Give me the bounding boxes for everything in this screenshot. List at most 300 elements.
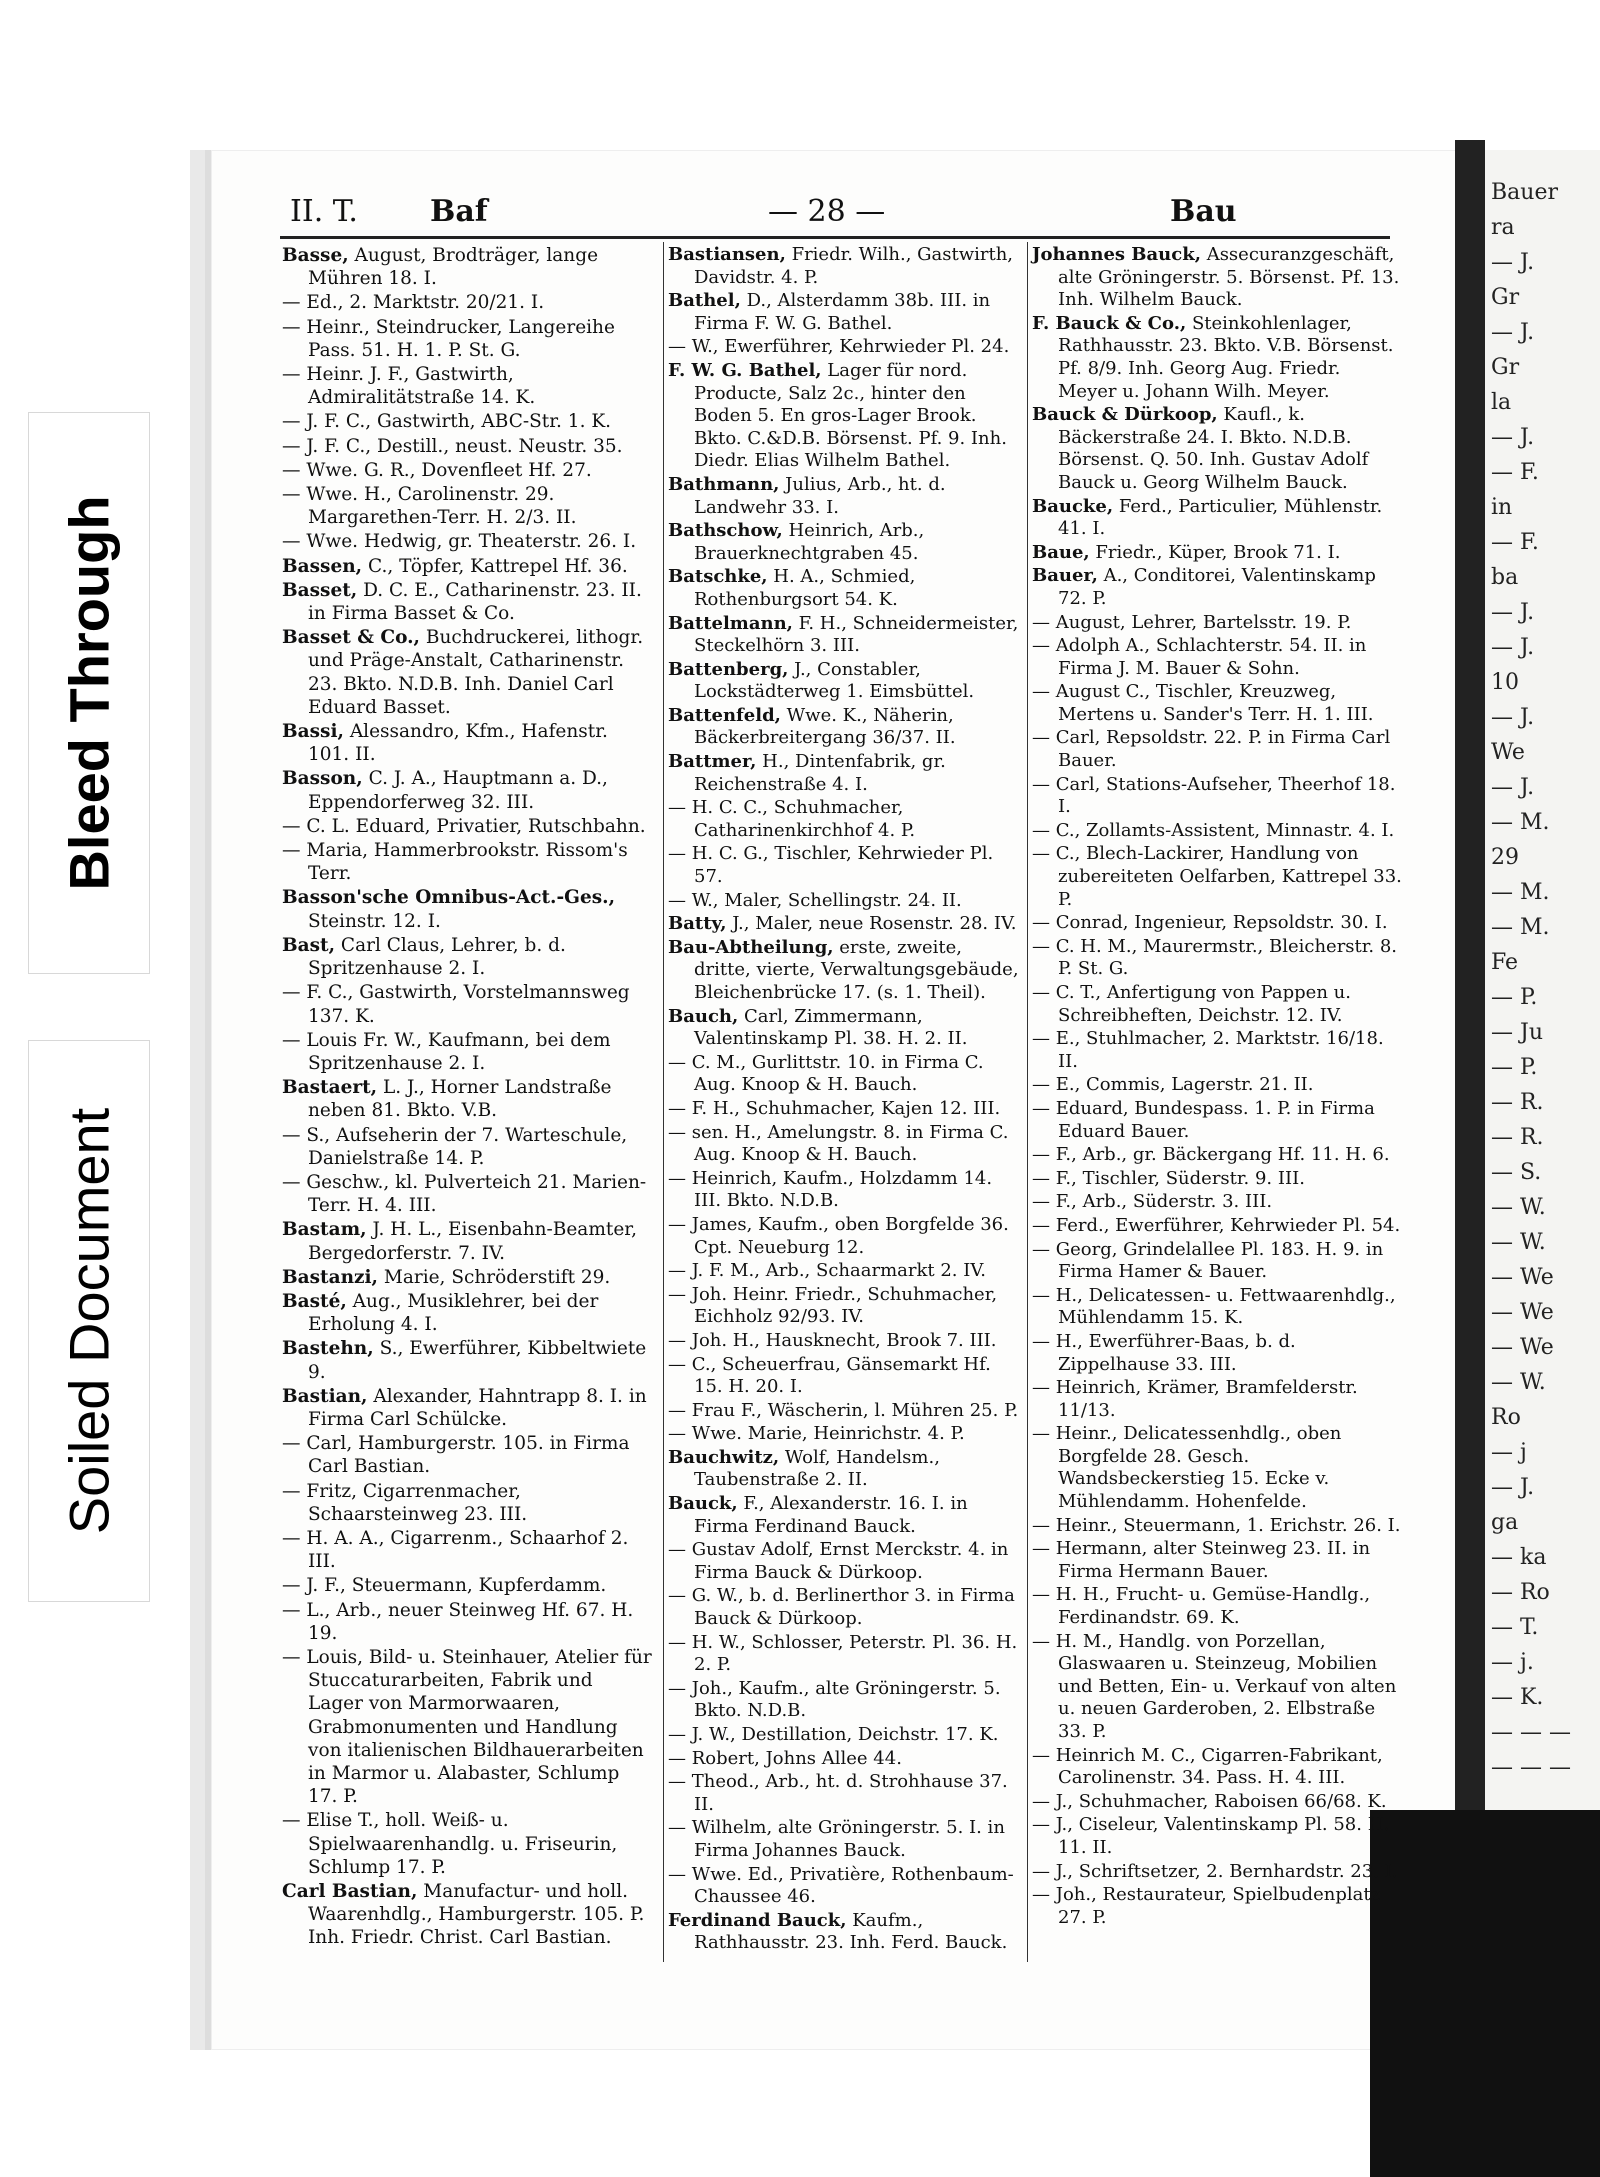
- entry-text: — Louis, Bild- u. Steinhauer, Atelier für Stuccaturarbeiten, Fabrik und Lager von Marmorwaaren, Grabmonumenten und Handlung von italienischen Bildhauerarbeiten in Marmor u. Alabaster, Schlump 17. P.: [282, 1646, 652, 1808]
- entry-text: Friedr. Wilh., Gastwirth, Davidstr. 4. P.: [694, 244, 1014, 288]
- directory-entry: [1032, 1074, 1404, 1097]
- entry-name: Carl Bastian,: [282, 1881, 418, 1903]
- entry-text: Wolf, Handelsm., Taubenstraße 2. II.: [694, 1446, 940, 1491]
- directory-entry: [1032, 1631, 1404, 1744]
- directory-entry: [1032, 1191, 1404, 1214]
- directory-entry: [1032, 1098, 1404, 1143]
- right-keyword: Bau: [1170, 194, 1237, 229]
- entry-text: — H. H., Frucht- u. Gemüse-Handlg., Ferdinandstr. 69. K.: [1032, 1584, 1371, 1629]
- bleed-through-label: [28, 412, 150, 974]
- entry-name: F. Bauck & Co.,: [1032, 312, 1187, 334]
- adjacent-page-fragment: — T.: [1491, 1615, 1539, 1640]
- directory-entry: [282, 316, 652, 362]
- directory-entry: [1032, 565, 1404, 610]
- entry-name: Bastam,: [282, 1219, 367, 1241]
- directory-entry: [282, 1290, 652, 1336]
- adjacent-page-fragment: — K.: [1491, 1685, 1544, 1710]
- directory-entry: [1032, 496, 1404, 541]
- entry-text: — F., Tischler, Süderstr. 9. III.: [1032, 1167, 1305, 1189]
- entry-text: Alexander, Hahntrapp 8. I. in Firma Carl Schülcke.: [308, 1385, 647, 1430]
- directory-entry: [668, 1260, 1022, 1283]
- directory-entry: [668, 1724, 1022, 1747]
- bleed-through-text: Bleed Through: [57, 495, 121, 891]
- adjacent-page-fragment: — J.: [1491, 705, 1535, 730]
- directory-entry: [668, 1585, 1022, 1630]
- column-divider-1: [663, 242, 664, 1962]
- directory-entry: [1032, 313, 1404, 403]
- directory-entry: [668, 1493, 1022, 1538]
- entry-text: — H. A. A., Cigarrenm., Schaarhof 2. III.: [282, 1527, 629, 1573]
- directory-entry: [668, 1354, 1022, 1399]
- entry-text: — C. T., Anfertigung von Pappen u. Schreibheften, Deichstr. 12. IV.: [1032, 982, 1351, 1026]
- directory-entry: [282, 1880, 652, 1950]
- adjacent-page: [1485, 150, 1600, 2050]
- directory-entry: [668, 1168, 1022, 1213]
- directory-entry: [1032, 404, 1404, 494]
- entry-text: C., Töpfer, Kattrepel Hf. 36.: [362, 555, 628, 577]
- entry-text: — Louis Fr. W., Kaufmann, bei dem Spritzenhause 2. I.: [282, 1029, 611, 1074]
- directory-entry: [282, 1124, 652, 1170]
- directory-entry: [1032, 1791, 1404, 1814]
- entry-text: — J. F., Steuermann, Kupferdamm.: [282, 1575, 607, 1597]
- directory-entry: [282, 720, 652, 766]
- entry-text: Wwe. K., Näherin, Bäckerbreitergang 36/37. II.: [694, 704, 956, 749]
- entry-text: — Joh., Kaufm., alte Gröningerstr. 5. Bkto. N.D.B.: [668, 1677, 1001, 1722]
- entry-name: Batschke,: [668, 566, 768, 588]
- entry-text: — Geschw., kl. Pulverteich 21. Marien-Terr. H. 4. III.: [282, 1171, 647, 1217]
- directory-entry: [1032, 1584, 1404, 1629]
- entry-name: Bastiansen,: [668, 244, 786, 265]
- entry-name: Baucke,: [1032, 495, 1114, 517]
- directory-entry: [668, 1910, 1022, 1955]
- entry-name: Battenberg,: [668, 658, 789, 680]
- directory-entry: [282, 626, 652, 719]
- entry-text: Heinrich, Arb., Brauerknechtgraben 45.: [694, 520, 925, 564]
- entry-text: — Theod., Arb., ht. d. Strohhause 37. II.: [668, 1771, 1008, 1815]
- adjacent-page-fragment: — R.: [1491, 1125, 1544, 1150]
- adjacent-page-fragment: — J.: [1491, 635, 1535, 660]
- entry-text: — Carl, Stations-Aufseher, Theerhof 18. I.: [1032, 773, 1396, 818]
- directory-entry: [668, 797, 1022, 842]
- directory-entry: [668, 1122, 1022, 1167]
- entry-text: — J. W., Destillation, Deichstr. 17. K.: [668, 1724, 999, 1745]
- entry-text: — Conrad, Ingenieur, Repsoldstr. 30. I.: [1032, 912, 1388, 934]
- directory-entry: [282, 1266, 652, 1289]
- entry-text: — C. M., Gurlittstr. 10. in Firma C. Aug. Knoop & H. Bauch.: [668, 1051, 984, 1096]
- directory-entry: [282, 244, 652, 290]
- entry-text: — H. C. G., Tischler, Kehrwieder Pl. 57.: [668, 843, 994, 888]
- entry-text: Steinstr. 12. I.: [308, 910, 441, 932]
- entry-name: Battmer,: [668, 751, 757, 773]
- directory-entry: [668, 843, 1022, 888]
- directory-entry: [1032, 1377, 1404, 1422]
- entry-name: Bathschow,: [668, 520, 783, 542]
- directory-entry: [282, 767, 652, 813]
- entry-text: — J., Schriftsetzer, 2. Bernhardstr. 23. I.: [1032, 1860, 1398, 1882]
- entry-text: — Joh. Heinr. Friedr., Schuhmacher, Eichholz 92/93. IV.: [668, 1283, 998, 1328]
- directory-entry: [668, 890, 1022, 913]
- entry-text: S., Ewerführer, Kibbeltwiete 9.: [308, 1338, 647, 1383]
- directory-entry: [668, 1284, 1022, 1329]
- adjacent-page-fragment: — M.: [1491, 810, 1550, 835]
- adjacent-page-fragment: — ka: [1491, 1545, 1547, 1570]
- soiled-document-text: Soiled Document: [57, 1107, 121, 1535]
- entry-text: — James, Kaufm., oben Borgfelde 36. Cpt. Neueburg 12.: [668, 1213, 1009, 1258]
- column-divider-2: [1027, 242, 1028, 1962]
- entry-text: Aug., Musiklehrer, bei der Erholung 4. I.: [308, 1290, 599, 1336]
- adjacent-page-fragment: — W.: [1491, 1370, 1546, 1395]
- entry-text: Alessandro, Kfm., Hafenstr. 101. II.: [308, 721, 608, 766]
- directory-entry: [668, 1817, 1022, 1862]
- directory-entry: [282, 934, 652, 980]
- entry-name: Bauchwitz,: [668, 1446, 780, 1468]
- directory-entry: [1032, 1884, 1404, 1929]
- adjacent-page-fragment: ba: [1491, 565, 1519, 590]
- directory-entry: [1032, 1861, 1404, 1884]
- directory-entry: [282, 981, 652, 1027]
- entry-text: — Wwe. Ed., Privatière, Rothenbaum-Chaussee 46.: [668, 1863, 1014, 1908]
- entry-text: Friedr., Küper, Brook 71. I.: [1089, 541, 1341, 563]
- directory-entry: [282, 410, 652, 433]
- directory-entry: [668, 520, 1022, 565]
- header-rule: [280, 236, 1390, 239]
- book-gutter: [1455, 140, 1485, 2060]
- entry-text: — Elise T., holl. Weiß- u. Spielwaarenhandlg. u. Friseurin, Schlump 17. P.: [282, 1810, 618, 1878]
- entry-text: — Heinrich, Kaufm., Holzdamm 14. III. Bkto. N.D.B.: [668, 1167, 993, 1212]
- adjacent-page-fragment: — We: [1491, 1300, 1554, 1325]
- directory-entry: [668, 659, 1022, 704]
- entry-text: — J., Ciseleur, Valentinskamp Pl. 58. H. 11. II.: [1032, 1814, 1390, 1858]
- entry-name: Basson'sche Omnibus-Act.-Ges.,: [282, 887, 616, 909]
- entry-name: Basse,: [282, 245, 349, 266]
- left-keyword: Baf: [430, 194, 488, 229]
- directory-entry: [282, 555, 652, 578]
- entry-name: Bau-Abtheilung,: [668, 936, 834, 958]
- entry-name: Battelmann,: [668, 612, 793, 634]
- entry-text: — J. F. C., Gastwirth, ABC-Str. 1. K.: [282, 411, 612, 433]
- section-label: II. T.: [290, 194, 358, 229]
- entry-text: C. J. A., Hauptmann a. D., Eppendorferweg 32. III.: [308, 768, 608, 813]
- directory-entry: [668, 244, 1022, 289]
- directory-entry: [668, 1330, 1022, 1353]
- adjacent-page-fragment: — Ju: [1491, 1020, 1543, 1045]
- directory-entry: [282, 1337, 652, 1383]
- directory-entry: [1032, 1423, 1404, 1513]
- soiled-document-label: [28, 1040, 150, 1602]
- adjacent-page-fragment: — We: [1491, 1265, 1554, 1290]
- entry-text: — Joh. H., Hausknecht, Brook 7. III.: [668, 1329, 997, 1351]
- directory-entry: [282, 1432, 652, 1478]
- entry-text: — C., Scheuerfrau, Gänsemarkt Hf. 15. H. 20. I.: [668, 1353, 991, 1398]
- directory-entry: [668, 1423, 1022, 1446]
- entry-text: — F., Arb., Süderstr. 3. III.: [1032, 1191, 1273, 1213]
- entry-text: Assecuranzgeschäft, alte Gröningerstr. 5. Börsenst. Pf. 13. Inh. Wilhelm Bauck.: [1058, 244, 1400, 311]
- entry-text: — W., Ewerführer, Kehrwieder Pl. 24.: [668, 336, 1010, 358]
- directory-entry: [282, 1599, 652, 1645]
- adjacent-page-fragment: — J.: [1491, 425, 1535, 450]
- entry-text: — Gustav Adolf, Ernst Merckstr. 4. in Firma Bauck & Dürkoop.: [668, 1539, 1009, 1583]
- entry-text: — F. H., Schuhmacher, Kajen 12. III.: [668, 1097, 1001, 1119]
- directory-entry: [1032, 1285, 1404, 1330]
- adjacent-page-fragment: Gr: [1491, 285, 1520, 310]
- directory-entry: [1032, 612, 1404, 635]
- entry-text: — August C., Tischler, Kreuzweg, Mertens u. Sander's Terr. H. 1. III.: [1032, 681, 1374, 725]
- directory-entry: [1032, 1028, 1404, 1073]
- adjacent-page-fragment: — W.: [1491, 1230, 1546, 1255]
- directory-entry: [668, 1748, 1022, 1771]
- directory-entry: [282, 1171, 652, 1217]
- entry-text: L. J., Horner Landstraße neben 81. Bkto. V.B.: [308, 1077, 612, 1122]
- entry-text: — F. C., Gastwirth, Vorstelmannsweg 137. K.: [282, 982, 630, 1027]
- entry-text: Marie, Schröderstift 29.: [378, 1266, 611, 1288]
- entry-text: Carl, Zimmermann, Valentinskamp Pl. 38. H. 2. II.: [694, 1005, 968, 1050]
- directory-entry: [1032, 843, 1404, 911]
- directory-entry: [282, 1076, 652, 1122]
- directory-entry: [668, 1447, 1022, 1492]
- directory-entry: [1032, 1215, 1404, 1238]
- entry-name: Batty,: [668, 913, 727, 935]
- entry-text: — C. H. M., Maurermstr., Bleicherstr. 8. P. St. G.: [1032, 935, 1398, 980]
- entry-name: Basset,: [282, 579, 358, 601]
- directory-entry: [1032, 912, 1404, 935]
- directory-entry: [282, 483, 652, 529]
- entry-text: Buchdruckerei, lithogr. und Präge-Anstalt, Catharinenstr. 23. Bkto. N.D.B. Inh. Daniel Carl Eduard Basset.: [308, 627, 644, 718]
- entry-text: — Carl, Repsoldstr. 22. P. in Firma Carl Bauer.: [1032, 727, 1391, 772]
- directory-entry: [668, 1052, 1022, 1097]
- entry-text: — E., Stuhlmacher, 2. Marktstr. 16/18. II.: [1032, 1028, 1384, 1072]
- directory-entry: [1032, 1814, 1404, 1859]
- directory-entry: [668, 1864, 1022, 1909]
- adjacent-page-fragment: — R.: [1491, 1090, 1544, 1115]
- entry-name: F. W. G. Bathel,: [668, 359, 822, 381]
- entry-text: — sen. H., Amelungstr. 8. in Firma C. Aug. Knoop & H. Bauch.: [668, 1121, 1009, 1166]
- adjacent-page-fragment: Bauer: [1491, 180, 1558, 205]
- entry-text: Kaufl., k. Bäckerstraße 24. I. Bkto. N.D.B. Börsenst. Q. 50. Inh. Gustav Adolf Bauck u. Georg Wilhelm Bauck.: [1058, 404, 1369, 493]
- entry-text: Carl Claus, Lehrer, b. d. Spritzenhause 2. I.: [308, 934, 566, 980]
- entry-text: — Joh., Restaurateur, Spielbudenplatz 27. P.: [1032, 1884, 1381, 1928]
- directory-entry: [282, 839, 652, 885]
- entry-text: F., Alexanderstr. 16. I. in Firma Ferdinand Bauck.: [694, 1493, 968, 1537]
- directory-entry: [668, 336, 1022, 359]
- entry-name: Bauck & Dürkoop,: [1032, 404, 1218, 426]
- entry-name: Bastanzi,: [282, 1266, 378, 1288]
- entry-text: — H., Ewerführer-Baas, b. d. Zippelhause 33. III.: [1032, 1330, 1296, 1375]
- directory-entry: [282, 579, 652, 625]
- directory-entry: [1032, 1538, 1404, 1583]
- entry-text: — Wwe. G. R., Dovenfleet Hf. 27.: [282, 459, 592, 481]
- directory-entry: [282, 1218, 652, 1264]
- directory-entry: [282, 363, 652, 409]
- entry-text: D., Alsterdamm 38b. III. in Firma F. W. G. Bathel.: [694, 290, 991, 334]
- adjacent-page-fragment: — F.: [1491, 530, 1539, 555]
- directory-entry: [282, 815, 652, 838]
- entry-text: — J. F. C., Destill., neust. Neustr. 35.: [282, 435, 623, 457]
- entry-text: — Eduard, Bundespass. 1. P. in Firma Eduard Bauer.: [1032, 1097, 1375, 1142]
- directory-entry: [282, 1385, 652, 1431]
- directory-entry: [1032, 820, 1404, 843]
- column-2: [668, 244, 1022, 1956]
- entry-text: — Wwe. Hedwig, gr. Theaterstr. 26. I.: [282, 531, 637, 553]
- entry-text: — H. C. C., Schuhmacher, Catharinenkirchhof 4. P.: [668, 797, 916, 841]
- directory-entry: [282, 1527, 652, 1573]
- entry-text: — Ed., 2. Marktstr. 20/21. I.: [282, 292, 545, 314]
- entry-text: — Carl, Hamburgerstr. 105. in Firma Carl Bastian.: [282, 1433, 630, 1478]
- adjacent-page-fragment: — J.: [1491, 1475, 1535, 1500]
- directory-entry: [668, 613, 1022, 658]
- entry-text: A., Conditorei, Valentinskamp 72. P.: [1058, 565, 1376, 609]
- entry-name: Bastehn,: [282, 1338, 374, 1360]
- entry-text: — Heinr., Steindrucker, Langereihe Pass. 51. H. 1. P. St. G.: [282, 316, 615, 361]
- entry-text: — Hermann, alter Steinweg 23. II. in Firma Hermann Bauer.: [1032, 1538, 1371, 1582]
- entry-name: Johannes Bauck,: [1032, 244, 1201, 265]
- directory-entry: [668, 1632, 1022, 1677]
- directory-entry: [282, 435, 652, 458]
- directory-entry: [668, 1539, 1022, 1584]
- adjacent-page-fragment: — Ro: [1491, 1580, 1550, 1605]
- column-1: [282, 244, 652, 1951]
- entry-text: — H., Delicatessen- u. Fettwaarenhdlg., Mühlendamm 15. K.: [1032, 1284, 1396, 1329]
- adjacent-page-fragment: — M.: [1491, 880, 1550, 905]
- directory-entry: [282, 886, 652, 932]
- directory-entry: [668, 1771, 1022, 1816]
- entry-text: J., Maler, neue Rosenstr. 28. IV.: [726, 913, 1017, 935]
- directory-entry: [1032, 936, 1404, 981]
- entry-text: J., Constabler, Lockstädterweg 1. Eimsbüttel.: [694, 658, 975, 703]
- entry-text: — Frau F., Wäscherin, l. Mühren 25. P.: [668, 1399, 1019, 1421]
- directory-entry: [1032, 982, 1404, 1027]
- entry-text: erste, zweite, dritte, vierte, Verwaltungsgebäude, Bleichenbrücke 17. (s. 1. Theil).: [694, 936, 1019, 1003]
- page-number: — 28 —: [768, 194, 886, 229]
- directory-entry: [668, 360, 1022, 473]
- entry-text: Kaufm., Rathhausstr. 23. Inh. Ferd. Bauck.: [694, 1909, 1008, 1954]
- entry-text: J. H. L., Eisenbahn-Beamter, Bergedorferstr. 7. IV.: [308, 1219, 637, 1264]
- directory-entry: [1032, 1331, 1404, 1376]
- adjacent-page-fragment: — J.: [1491, 775, 1535, 800]
- entry-name: Basson,: [282, 768, 363, 790]
- adjacent-page-fragment: We: [1491, 740, 1525, 765]
- entry-text: Manufactur- und holl. Waarenhdlg., Hamburgerstr. 105. P. Inh. Friedr. Christ. Carl Bastian.: [308, 1881, 645, 1949]
- directory-entry: [282, 1574, 652, 1597]
- entry-text: — Georg, Grindelallee Pl. 183. H. 9. in Firma Hamer & Bauer.: [1032, 1238, 1384, 1283]
- directory-entry: [1032, 727, 1404, 772]
- entry-name: Bathel,: [668, 290, 741, 312]
- adjacent-page-fragment: — J.: [1491, 320, 1535, 345]
- entry-text: — E., Commis, Lagerstr. 21. II.: [1032, 1074, 1314, 1096]
- entry-text: August, Brodträger, lange Mühren 18. I.: [308, 245, 599, 290]
- directory-entry: [668, 566, 1022, 611]
- adjacent-page-fragment: — S.: [1491, 1160, 1542, 1185]
- entry-name: Bassi,: [282, 721, 344, 743]
- adjacent-page-fragment: Fe: [1491, 950, 1519, 975]
- adjacent-page-fragment: — J.: [1491, 250, 1535, 275]
- entry-text: D. C. E., Catharinenstr. 23. II. in Firma Basset & Co.: [308, 579, 642, 625]
- entry-name: Bastian,: [282, 1385, 368, 1407]
- directory-entry: [668, 1098, 1022, 1121]
- adjacent-page-fragment: ga: [1491, 1510, 1519, 1535]
- adjacent-page-fragment: — j.: [1491, 1650, 1534, 1675]
- entry-name: Battenfeld,: [668, 704, 781, 726]
- entry-text: — W., Maler, Schellingstr. 24. II.: [668, 889, 962, 911]
- entry-text: — H. M., Handlg. von Porzellan, Glaswaaren u. Steinzeug, Mobilien und Betten, Ein- u. Verkauf von alten u. neuen Garderoben, 2. Elbstraße 33. P.: [1032, 1630, 1397, 1742]
- directory-entry: [1032, 1745, 1404, 1790]
- directory-entry: [668, 937, 1022, 1005]
- directory-entry: [1032, 1515, 1404, 1538]
- adjacent-page-fragment: — J.: [1491, 600, 1535, 625]
- adjacent-page-fragment: ra: [1491, 215, 1515, 240]
- entry-text: — Fritz, Cigarrenmacher, Schaarsteinweg 23. III.: [282, 1480, 528, 1525]
- directory-entry: [1032, 244, 1404, 312]
- entry-text: Ferd., Particulier, Mühlenstr. 41. I.: [1058, 495, 1383, 540]
- entry-text: — Heinrich, Krämer, Bramfelderstr. 11/13.: [1032, 1377, 1358, 1421]
- entry-text: — H. W., Schlosser, Peterstr. Pl. 36. H. 2. P.: [668, 1631, 1018, 1676]
- entry-text: Steinkohlenlager, Rathhausstr. 23. Bkto. V.B. Börsenst. Pf. 8/9. Inh. Georg Aug. Friedr. Meyer u. Johann Wilh. Meyer.: [1058, 312, 1394, 402]
- adjacent-page-fragment: — We: [1491, 1335, 1554, 1360]
- entry-text: F. H., Schneidermeister, Steckelhörn 3. III.: [694, 612, 1019, 657]
- directory-entry: [1032, 542, 1404, 565]
- entry-text: — Ferd., Ewerführer, Kehrwieder Pl. 54.: [1032, 1214, 1401, 1236]
- entry-text: — August, Lehrer, Bartelsstr. 19. P.: [1032, 611, 1352, 633]
- page-header: [290, 194, 1240, 234]
- adjacent-page-fragment: — W.: [1491, 1195, 1546, 1220]
- directory-entry: [282, 530, 652, 553]
- entry-text: — Wwe. H., Carolinenstr. 29. Margarethen-Terr. H. 2/3. II.: [282, 484, 577, 529]
- entry-text: — Heinr., Steuermann, 1. Erichstr. 26. I.: [1032, 1514, 1401, 1536]
- directory-entry: [1032, 1168, 1404, 1191]
- adjacent-page-fragment: — — —: [1491, 1720, 1571, 1745]
- adjacent-page-fragment: 29: [1491, 845, 1519, 870]
- directory-entry: [282, 459, 652, 482]
- directory-entry: [1032, 774, 1404, 819]
- directory-entry: [282, 1646, 652, 1808]
- entry-name: Baue,: [1032, 541, 1090, 563]
- adjacent-page-fragment: Ro: [1491, 1405, 1521, 1430]
- directory-entry: [668, 290, 1022, 335]
- entry-name: Bastaert,: [282, 1077, 378, 1099]
- entry-text: — Adolph A., Schlachterstr. 54. II. in Firma J. M. Bauer & Sohn.: [1032, 635, 1367, 679]
- directory-entry: [1032, 1144, 1404, 1167]
- entry-text: — Heinr., Delicatessenhdlg., oben Borgfelde 28. Gesch. Wandsbeckerstieg 15. Ecke v. Mühlendamm. Hohenfelde.: [1032, 1423, 1342, 1513]
- entry-text: Julius, Arb., ht. d. Landwehr 33. I.: [694, 473, 946, 518]
- entry-text: — F., Arb., gr. Bäckergang Hf. 11. H. 6.: [1032, 1144, 1390, 1166]
- adjacent-page-fragment: — j: [1491, 1440, 1527, 1465]
- entry-text: Lager für nord. Producte, Salz 2c., hinter den Boden 5. En gros-Lager Brook. Bkto. C.&D.B. Börsenst. Pf. 9. Inh. Diedr. Elias Wilhelm Bathel.: [694, 359, 1007, 472]
- entry-text: — J., Schuhmacher, Raboisen 66/68. K.: [1032, 1790, 1387, 1812]
- entry-text: H., Dintenfabrik, gr. Reichenstraße 4. I.: [694, 751, 946, 795]
- directory-entry: [1032, 635, 1404, 680]
- entry-name: Bassen,: [282, 555, 363, 577]
- adjacent-page-fragment: — P.: [1491, 985, 1538, 1010]
- adjacent-page-fragment: la: [1491, 390, 1512, 415]
- directory-entry: [668, 1006, 1022, 1051]
- adjacent-page-fragment: in: [1491, 495, 1513, 520]
- entry-name: Bauck,: [668, 1493, 738, 1515]
- entry-text: — C., Blech-Lackirer, Handlung von zubereiteten Oelfarben, Kattrepel 33. P.: [1032, 843, 1402, 910]
- directory-entry: [668, 474, 1022, 519]
- adjacent-page-fragment: — P.: [1491, 1055, 1538, 1080]
- entry-name: Bathmann,: [668, 473, 780, 495]
- entry-text: — G. W., b. d. Berlinerthor 3. in Firma Bauck & Dürkoop.: [668, 1585, 1015, 1630]
- adjacent-page-fragment: — — —: [1491, 1755, 1571, 1780]
- entry-text: — Wilhelm, alte Gröningerstr. 5. I. in Firma Johannes Bauck.: [668, 1817, 1005, 1861]
- entry-text: H. A., Schmied, Rothenburgsort 54. K.: [694, 566, 916, 610]
- entry-name: Basset & Co.,: [282, 627, 420, 649]
- directory-entry: [282, 1809, 652, 1879]
- directory-entry: [1032, 681, 1404, 726]
- directory-entry: [668, 1678, 1022, 1723]
- scan-border: [1370, 1810, 1600, 2177]
- directory-entry: [282, 1029, 652, 1075]
- adjacent-page-fragment: — F.: [1491, 460, 1539, 485]
